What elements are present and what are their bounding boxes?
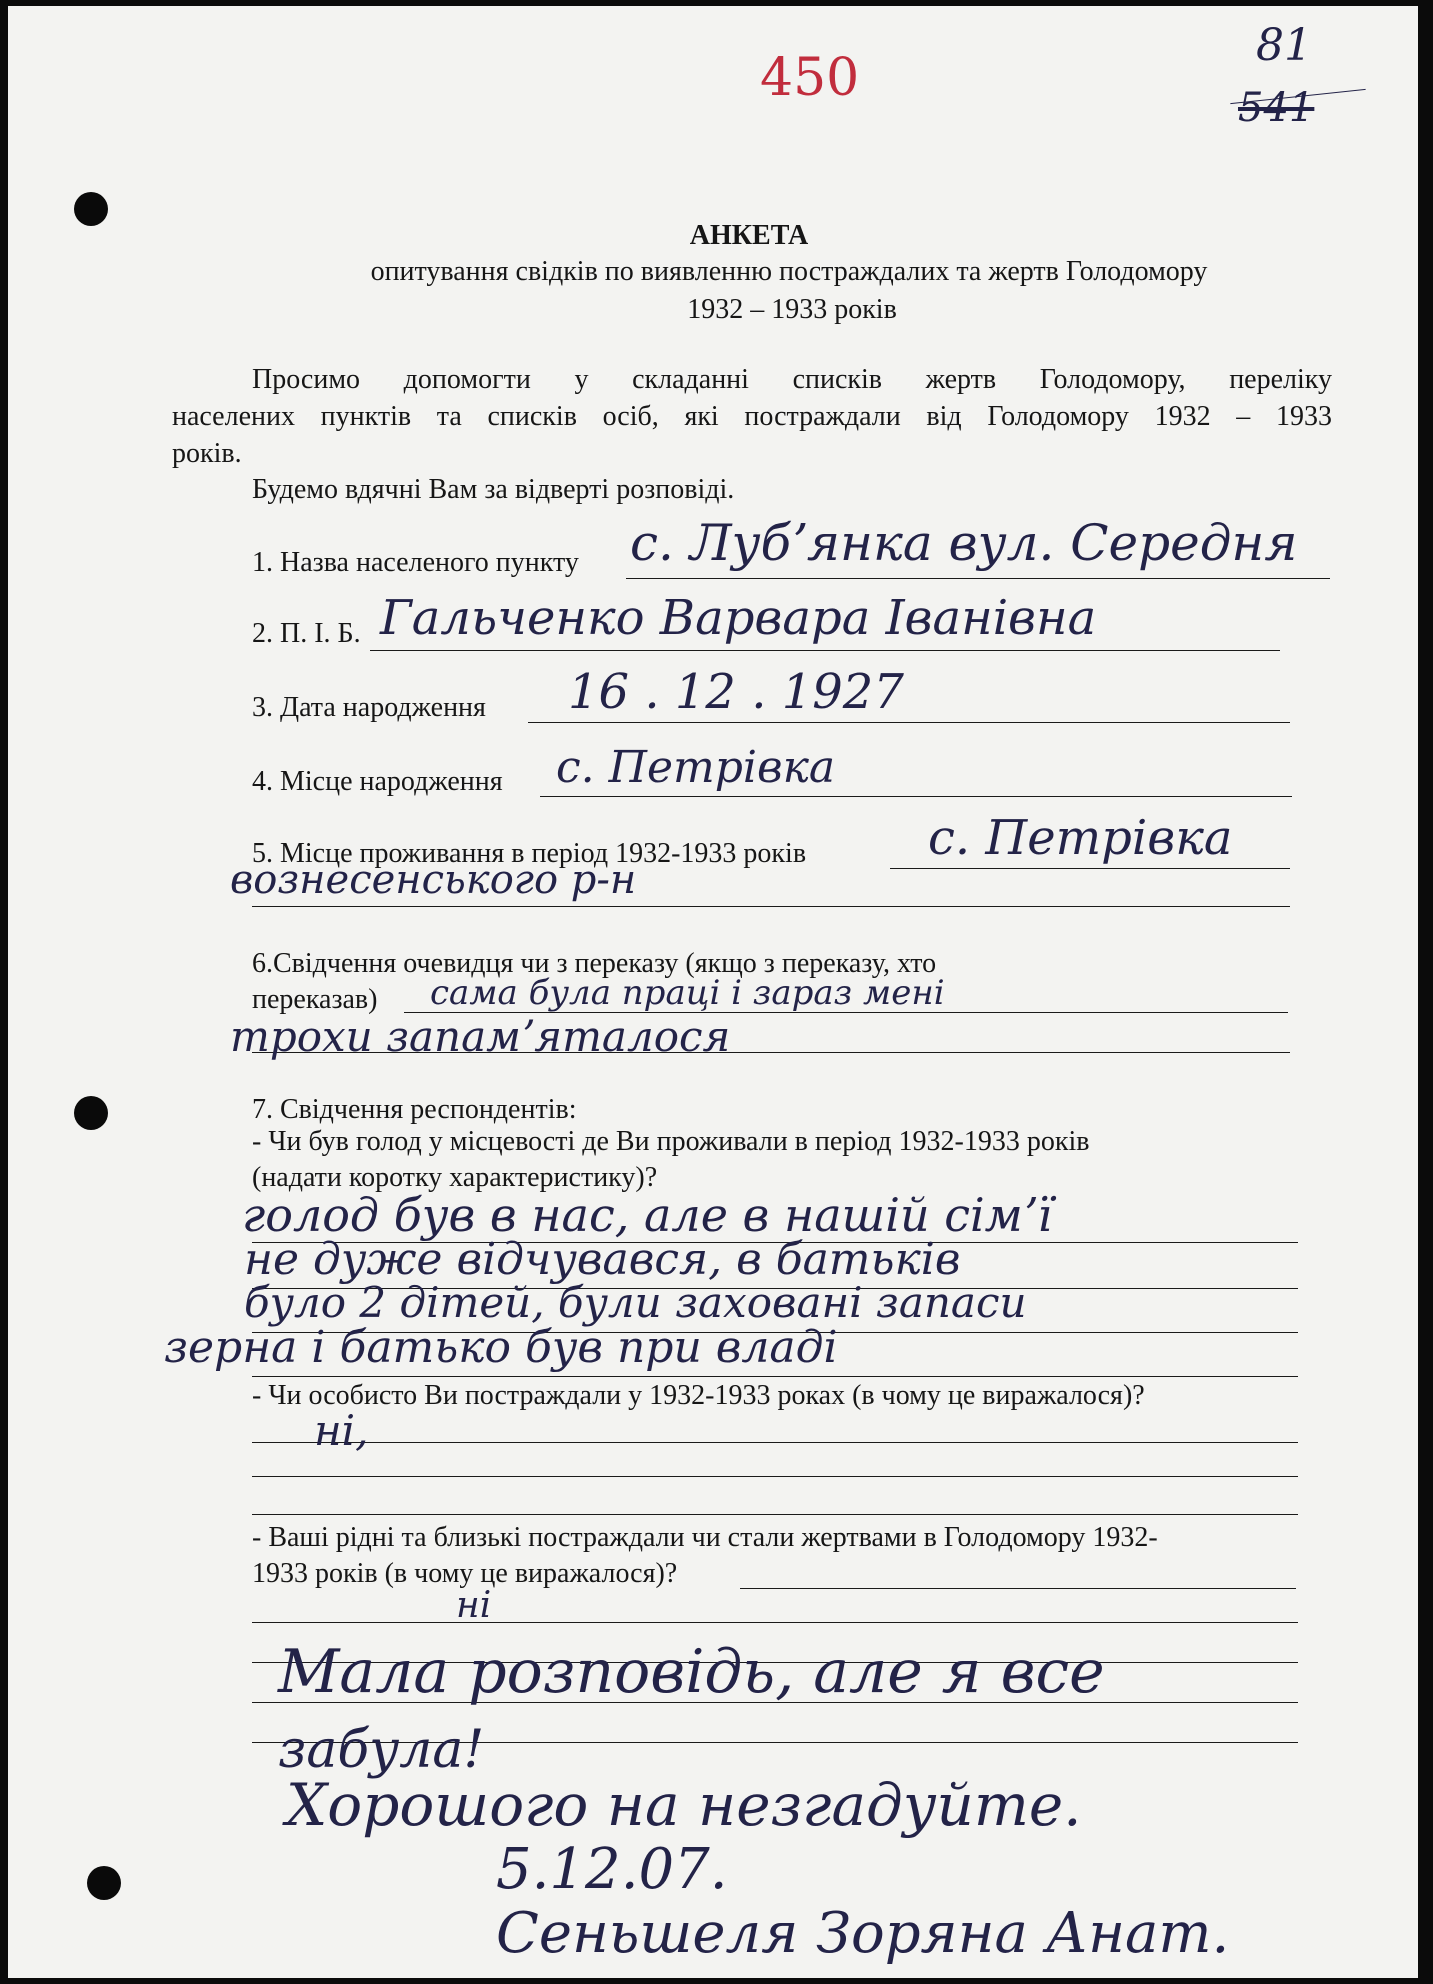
q7c-answer-line-2 [252, 1622, 1298, 1623]
q7a-answer-line-4: зерна і батько був при владі [164, 1322, 838, 1373]
q5-label: 5. Місце проживання в період 1932-1933 років [252, 838, 807, 869]
q6-label-line-1: 6.Свідчення очевидця чи з переказу (якщо з переказу, хто [252, 948, 937, 979]
interviewer-signature: Сеньшеля Зоряна Анат. [496, 1901, 1230, 1966]
page-number: 81 [1256, 20, 1312, 71]
q7b-answer-line-2 [252, 1476, 1298, 1477]
q3-answer-line [528, 722, 1290, 723]
page-number-old: 541 [1238, 85, 1315, 131]
q2-answer: Гальченко Варвара Іванівна [380, 590, 1097, 646]
punch-hole-bottom [87, 1866, 121, 1900]
q3-label: 3. Дата народження [252, 692, 486, 723]
q5-answer-line-2 [252, 906, 1290, 907]
form-subtitle: опитування свідків по виявленню постраждалих та жертв Голодомору [370, 256, 1208, 287]
q5-answer-line-2: вознесенського р-н [230, 857, 637, 903]
intro-thanks: Будемо вдячні Вам за відверті розповіді. [252, 474, 735, 505]
q6-label-line-2: переказав) [252, 984, 378, 1015]
q7b-answer-line-1 [252, 1442, 1298, 1443]
q7b-answer: ні, [314, 1406, 369, 1455]
q7c-answer-line-1 [740, 1588, 1296, 1589]
closing-line-2: забула! [278, 1720, 485, 1780]
q4-answer: с. Петрівка [556, 742, 836, 793]
q2-label: 2. П. І. Б. [252, 618, 361, 649]
q4-answer-line [540, 796, 1292, 797]
q7a-answer-line-3: було 2 дітей, були заховані запаси [244, 1278, 1027, 1327]
q7b-answer-line-3 [252, 1514, 1298, 1515]
q6-answer-line-1: сама була праці і зараз мені [430, 973, 945, 1013]
intro-line-1: Просимо допомогти у складанні списків жертв Голодомору, переліку [252, 364, 1332, 395]
closing-line-3: Хорошого на незгадуйте. [286, 1771, 1082, 1839]
intro-line-3: років. [172, 438, 242, 469]
q1-label: 1. Назва населеного пункту [252, 547, 579, 578]
q3-answer: 16 . 12 . 1927 [568, 664, 904, 720]
q7-label: 7. Свідчення респондентів: [252, 1094, 577, 1125]
form-subtitle-years: 1932 – 1933 років [687, 294, 897, 325]
intro-line-2: населених пунктів та списків осіб, які постраждали від Голодомору 1932 – 1933 [172, 401, 1332, 432]
q1-answer-line [626, 578, 1330, 579]
q5-answer-line-1: с. Петрівка [928, 810, 1233, 866]
archive-number: 450 [760, 48, 860, 108]
q7a-answer-line-2: не дуже відчувався, в батьків [244, 1234, 961, 1285]
questionnaire-page [8, 6, 1418, 1978]
q5-answer-line-1 [890, 868, 1290, 869]
q2-answer-line [370, 650, 1280, 651]
q7a-question-line-2: (надати коротку характеристику)? [252, 1162, 658, 1193]
q7a-answer-line-4 [252, 1376, 1298, 1377]
q7a-answer-line-1: голод був в нас, але в нашій сімʼї [242, 1188, 1053, 1242]
q7b-question: - Чи особисто Ви постраждали у 1932-1933 роках (в чому це виражалося)? [252, 1380, 1145, 1411]
q6-answer-line-2: трохи запамʼяталося [230, 1012, 731, 1061]
q7c-question-line-1: - Ваші рідні та близькі постраждали чи стали жертвами в Голодомору 1932- [252, 1522, 1158, 1553]
q1-answer: с. Лубʼянка вул. Середня [630, 514, 1298, 572]
q7a-question-line-1: - Чи був голод у місцевості де Ви проживали в період 1932-1933 років [252, 1126, 1090, 1157]
q7c-question-line-2: 1933 років (в чому це виражалося)? [252, 1558, 678, 1589]
form-title: АНКЕТА [689, 220, 809, 251]
q7c-answer: ні [456, 1585, 492, 1626]
q4-label: 4. Місце народження [252, 766, 503, 797]
closing-line-1: Мала розповідь, але я все [278, 1637, 1105, 1707]
punch-hole-middle [74, 1096, 108, 1130]
punch-hole-top [74, 192, 108, 226]
closing-date: 5.12.07. [496, 1837, 728, 1902]
